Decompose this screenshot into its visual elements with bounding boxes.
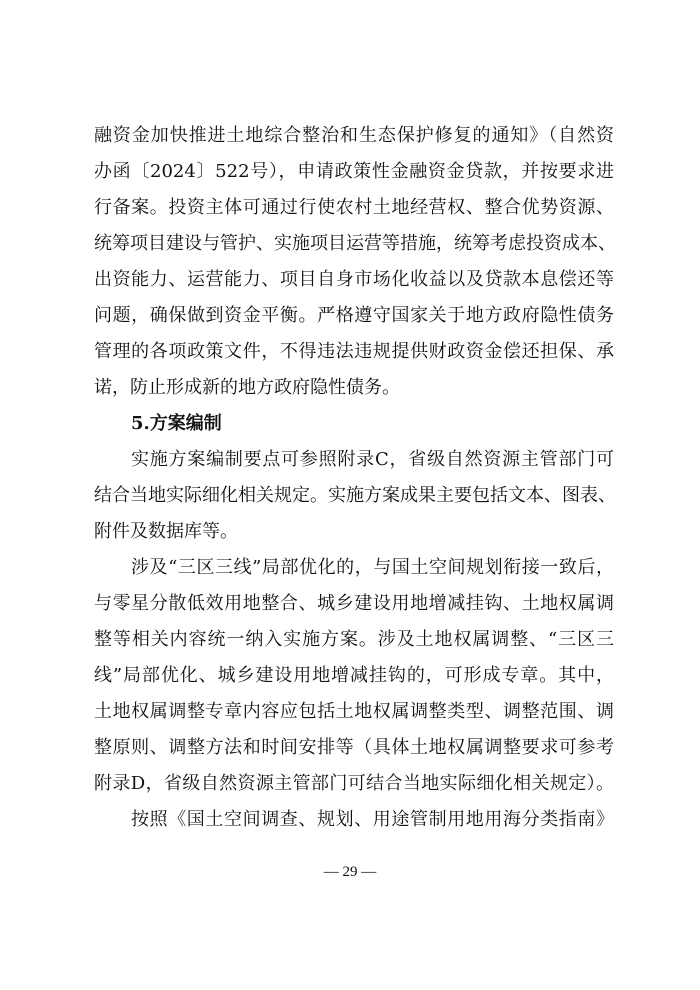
paragraph-line: 行备案。投资主体可通过行使农村土地经营权、整合优势资源、: [94, 197, 614, 218]
paragraph-line: 附件及数据库等。: [94, 521, 238, 542]
paragraph-line: 统筹项目建设与管护、实施项目运营等措施，统筹考虑投资成本、: [94, 233, 616, 254]
paragraph-line: 整等相关内容统一纳入实施方案。涉及土地权属调整、“三区三: [94, 629, 614, 650]
paragraph-line: 整原则、调整方法和时间安排等（具体土地权属调整要求可参考: [94, 737, 614, 758]
paragraph-line: 诺，防止形成新的地方政府隐性债务。: [94, 377, 400, 398]
section-heading: 5.方案编制: [131, 413, 222, 434]
paragraph-line: 出资能力、运营能力、项目自身市场化收益以及贷款本息偿还等: [94, 269, 614, 290]
paragraph-line: 融资金加快推进土地综合整治和生态保护修复的通知》（自然资: [94, 125, 614, 146]
paragraph-line: 结合当地实际细化相关规定。实施方案成果主要包括文本、图表、: [94, 485, 616, 506]
body-text: [94, 118, 614, 838]
paragraph-line: 附录D，省级自然资源主管部门可结合当地实际细化相关规定）。: [94, 773, 614, 794]
paragraph-line: 实施方案编制要点可参照附录C，省级自然资源主管部门可: [131, 449, 614, 470]
page-number: — 29 —: [323, 864, 377, 880]
paragraph-line: 按照《国土空间调查、规划、用途管制用地用海分类指南》: [131, 809, 614, 830]
paragraph-line: 涉及“三区三线”局部优化的，与国土空间规划衔接一致后，: [131, 557, 614, 578]
paragraph-line: 线”局部优化、城乡建设用地增减挂钩的，可形成专章。其中，: [94, 665, 614, 686]
paragraph-line: 管理的各项政策文件，不得违法违规提供财政资金偿还担保、承: [94, 341, 614, 362]
paragraph-line: 问题，确保做到资金平衡。严格遵守国家关于地方政府隐性债务: [94, 305, 614, 326]
paragraph-line: 与零星分散低效用地整合、城乡建设用地增减挂钩、土地权属调: [94, 593, 614, 614]
paragraph-line: 办函〔2024〕522号），申请政策性金融资金贷款，并按要求进: [94, 161, 614, 182]
paragraph-line: 土地权属调整专章内容应包括土地权属调整类型、调整范围、调: [94, 701, 614, 722]
